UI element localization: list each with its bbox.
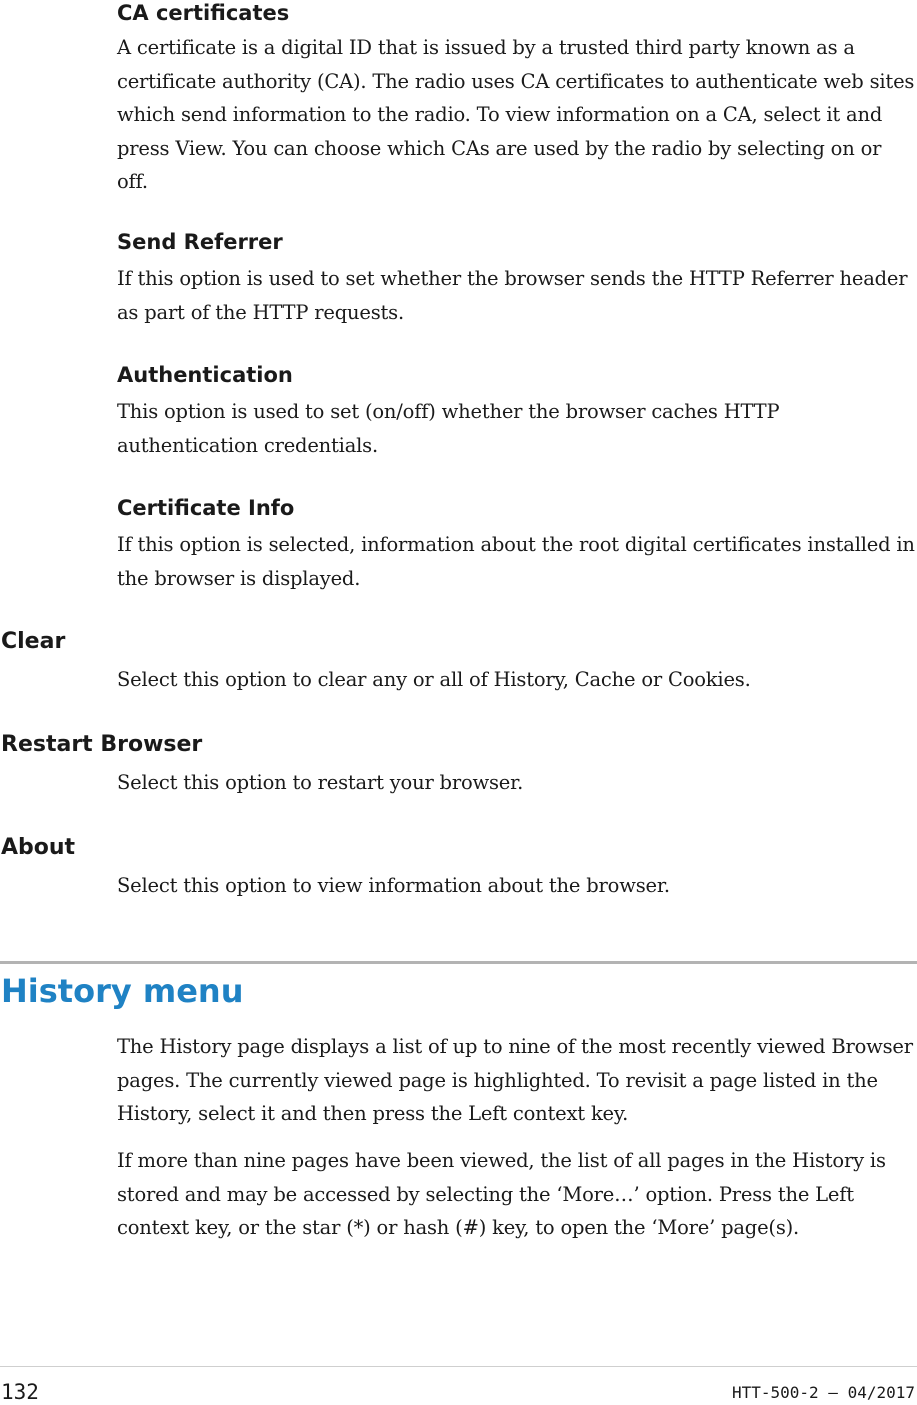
about-body: Select this option to view information about the browser. [117,874,670,897]
clear-heading: Clear [1,629,66,654]
page-number: 132 [1,1380,39,1404]
authentication-body: This option is used to set (on/off) whether the browser caches HTTP authentication credentials. [117,400,780,457]
restart-browser-heading: Restart Browser [1,732,203,757]
section-divider [0,961,917,964]
restart-browser-body: Select this option to restart your browser. [117,771,524,794]
send-referrer-body: If this option is used to set whether the browser sends the HTTP Referrer header as part of the HTTP requests. [117,267,908,324]
footer-divider [0,1366,917,1367]
history-menu-paragraph-2: If more than nine pages have been viewed, the list of all pages in the History is stored and may be accessed by selecting the ‘More…’ option. Press the Left context key, or the star (*) or hash (#) key, to open the ‘More’ page(s). [117,1149,886,1239]
send-referrer-heading: Send Referrer [117,230,283,254]
document-id: HTT-500-2 – 04/2017 [731,1383,915,1402]
certificate-info-body: If this option is selected, information about the root digital certificates installed in the browser is displayed. [117,533,915,590]
ca-certificates-heading: CA certificates [117,1,290,25]
ca-certificates-body: A certificate is a digital ID that is issued by a trusted third party known as a certificate authority (CA). The radio uses CA certificates to authenticate web sites which send information to the radio. To view information on a CA, select it and press View. You can choose which CAs are used by the radio by selecting on or off. [117,36,915,193]
certificate-info-heading: Certificate Info [117,496,295,520]
authentication-heading: Authentication [117,363,293,387]
clear-body: Select this option to clear any or all of History, Cache or Cookies. [117,668,751,691]
about-heading: About [1,835,76,860]
history-menu-paragraph-1: The History page displays a list of up to nine of the most recently viewed Browser pages. The currently viewed page is highlighted. To revisit a page listed in the History, select it and then press the Left context key. [117,1035,913,1125]
history-menu-title: History menu [1,972,244,1010]
